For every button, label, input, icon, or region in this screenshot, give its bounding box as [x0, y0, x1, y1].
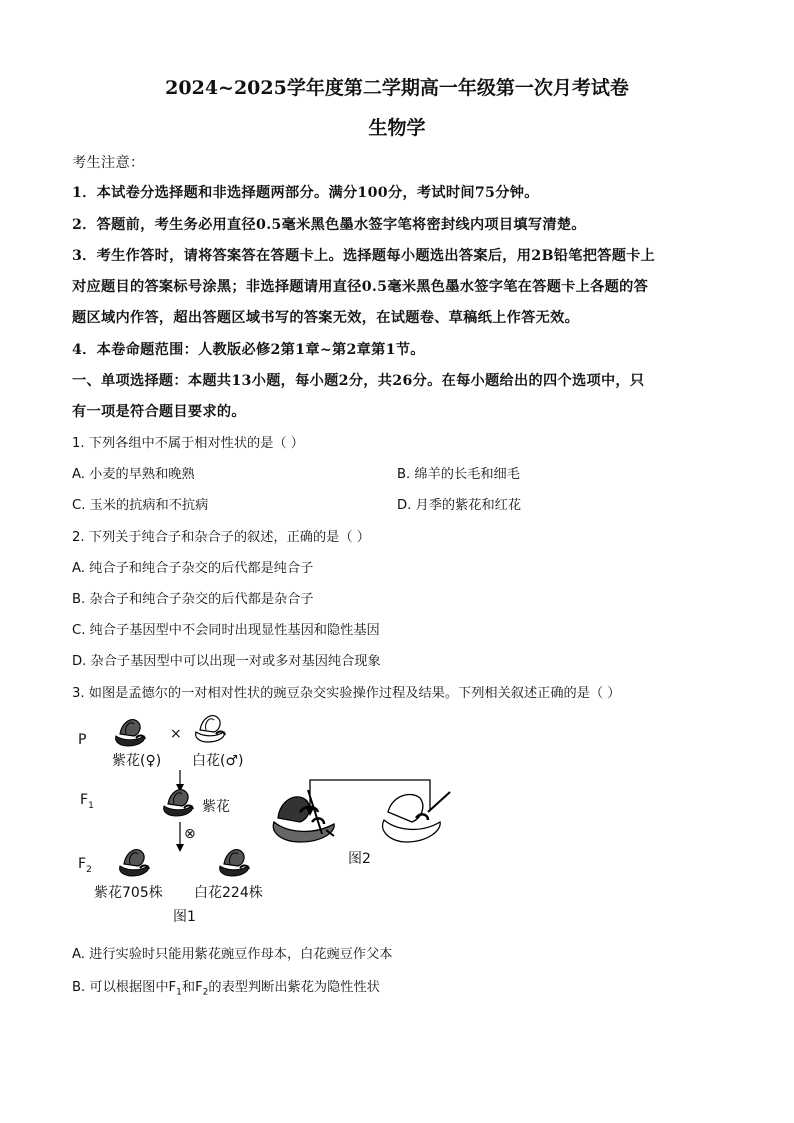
subject-title: 生物学 [368, 117, 426, 139]
q2-option-b: B. 杂合子和纯合子杂交的后代都是杂合子 [72, 592, 314, 607]
white-male-label: 白花(♂) [192, 753, 244, 769]
notice-item-4: 4．本卷命题范围：人教版必修2第1章~第2章第1节。 [72, 342, 425, 358]
notice-heading: 考生注意： [72, 155, 145, 171]
f1-generation-label: $F_1$ [80, 792, 94, 811]
notice-item-3: 3．考生作答时，请将答案答在答题卡上。选择题每小题选出答案后，用2B铅笔把答题卡上 [72, 248, 656, 264]
section-heading-line-2: 有一项是符合题目要求的。 [72, 404, 246, 420]
notice-item-3-cont-1: 对应题目的答案标号涂黑；非选择题请用直径0.5毫米黑色墨水签字笔在答题卡上各题的答 [72, 279, 649, 295]
p-generation-label: P [78, 732, 87, 748]
section-heading-line-1: 一、单项选择题：本题共13小题，每小题2分，共26分。在每小题给出的四个选项中，只 [72, 373, 645, 389]
selfing-symbol: ⊗ [184, 826, 196, 842]
figure-2-caption: 图2 [348, 851, 371, 867]
purple-parent-flower-icon [116, 720, 145, 746]
f2-purple-flower-icon [120, 850, 149, 876]
f2-purple-count: 紫花705株 [94, 885, 163, 901]
q1-option-a: A. 小麦的早熟和晚熟 [72, 467, 195, 482]
notice-item-2: 2．答题前，考生务必用直径0.5毫米黑色墨水签字笔将密封线内项目填写清楚。 [72, 217, 586, 233]
notice-item-3-cont-2: 题区域内作答，超出答题区域书写的答案无效，在试题卷、草稿纸上作答无效。 [72, 310, 580, 326]
figure2-emasculated-flower-icon [273, 790, 334, 842]
q1-option-d: D. 月季的紫花和红花 [397, 498, 522, 513]
q2-stem: 2. 下列关于纯合子和杂合子的叙述，正确的是（ ） [72, 530, 370, 545]
f2-generation-label: $F_2$ [78, 856, 92, 875]
q2-option-c: C. 纯合子基因型中不会同时出现显性基因和隐性基因 [72, 623, 380, 638]
f2-white-count: 白花224株 [194, 885, 263, 901]
q1-option-b: B. 绵羊的长毛和细毛 [397, 467, 520, 482]
exam-title: 2024~2025学年度第二学期高一年级第一次月考试卷 [165, 77, 629, 99]
white-parent-flower-icon [196, 716, 225, 742]
q3-stem: 3. 如图是孟德尔的一对相对性状的豌豆杂交实验操作过程及结果。下列相关叙述正确的是（ ） [72, 686, 621, 701]
f1-purple-label: 紫花 [202, 799, 230, 815]
q2-option-a: A. 纯合子和纯合子杂交的后代都是纯合子 [72, 561, 314, 576]
figure-1-caption: 图1 [173, 909, 196, 925]
q3-option-a: A. 进行实验时只能用紫花豌豆作母本，白花豌豆作父本 [72, 947, 393, 962]
purple-female-label: 紫花(♀) [112, 753, 162, 769]
f1-flower-icon [164, 790, 193, 816]
notice-item-1: 1．本试卷分选择题和非选择题两部分。满分100分，考试时间75分钟。 [72, 185, 539, 201]
q2-option-d: D. 杂合子基因型中可以出现一对或多对基因纯合现象 [72, 654, 381, 669]
q3-option-b: B. 可以根据图中$F_1$和$F_2$的表型判断出紫花为隐性性状 [72, 980, 380, 998]
figure2-pollinated-flower-icon [383, 792, 450, 842]
q1-option-c: C. 玉米的抗病和不抗病 [72, 498, 209, 513]
q1-stem: 1. 下列各组中不属于相对性状的是（ ） [72, 436, 304, 451]
cross-symbol: × [170, 726, 182, 742]
f2-white-flower-icon [220, 850, 249, 876]
